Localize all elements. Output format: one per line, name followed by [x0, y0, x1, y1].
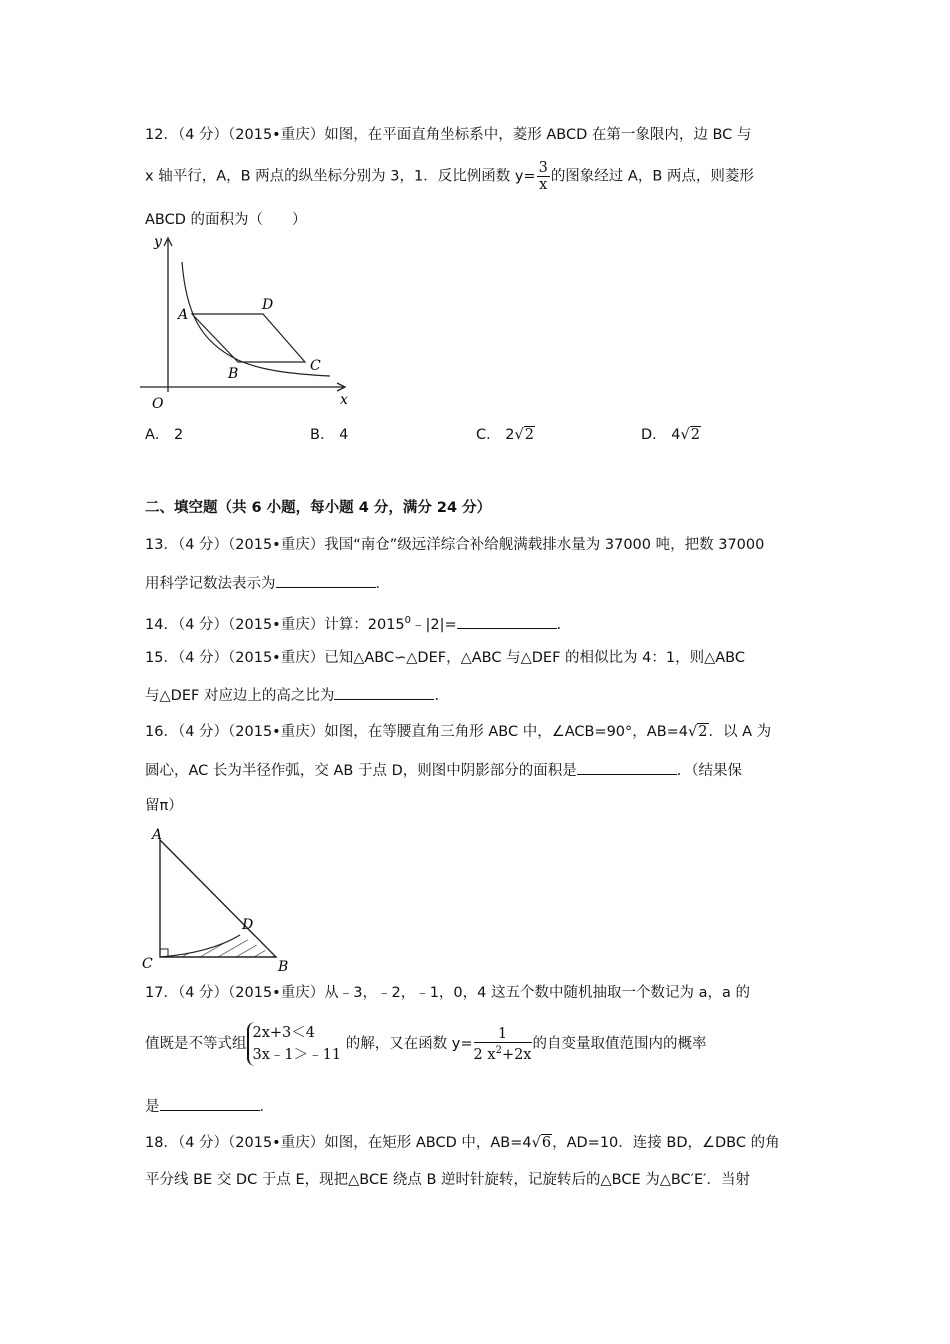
- label-x: x: [340, 392, 348, 408]
- q12-line3: ABCD 的面积为（ ）: [145, 212, 307, 228]
- q16-text-b2: ．（结果保: [676, 763, 743, 779]
- q17-line3: [145, 1096, 274, 1117]
- label-c: C: [310, 358, 321, 374]
- q17-line1: 17．（4 分）（2015•重庆）从﹣3，﹣2，﹣1，0，4 这五个数中随机抽取一个数记为 a，a 的: [145, 985, 750, 1001]
- option-radicand: 2: [690, 427, 700, 443]
- q12-line1: 12．（4 分）（2015•重庆）如图，在平面直角坐标系中，菱形 ABCD 在第一象限内，边 BC 与: [145, 127, 752, 143]
- label-d: D: [242, 917, 254, 933]
- q13-end: ．: [375, 576, 390, 592]
- rhombus-abcd: [192, 314, 305, 362]
- q18-text-a: 18．（4 分）（2015•重庆）如图，在矩形 ABCD 中，AB=4: [145, 1135, 532, 1151]
- q14-text: 14．（4 分）（2015•重庆）计算：2015: [145, 616, 405, 633]
- triangle-abc: [160, 840, 276, 957]
- option-coef: 4: [671, 427, 681, 443]
- q15-line2: [145, 685, 449, 706]
- option-coef: 2: [505, 427, 515, 443]
- q18-text-b: ，AD=10．连接 BD，∠DBC 的角: [552, 1135, 780, 1151]
- label-b: B: [228, 366, 239, 382]
- q14-line: [145, 611, 571, 635]
- q17-frac-den: [474, 1043, 532, 1063]
- q16-line3: 留π）: [145, 798, 183, 814]
- q17-text-c: 的自变量取值范围内的概率: [532, 1036, 707, 1052]
- q12-figure: [140, 232, 360, 417]
- answer-blank[interactable]: [276, 573, 376, 588]
- q15-line1: 15．（4 分）（2015•重庆）已知△ABC∽△DEF，△ABC 与△DEF 的相似比为 4：1，则△ABC: [145, 650, 745, 666]
- q12-fraction: [537, 160, 550, 193]
- hyperbola-curve: [182, 262, 330, 376]
- label-d: D: [262, 297, 274, 313]
- q17-text: 是: [145, 1099, 160, 1115]
- label-y: y: [154, 234, 162, 250]
- option-label: D．: [641, 427, 667, 443]
- q12-frac-num: 3: [538, 160, 548, 176]
- q16-figure: [140, 825, 300, 977]
- q13-line2: [145, 573, 390, 594]
- answer-blank[interactable]: [160, 1096, 260, 1111]
- q12-frac-den: x: [539, 177, 548, 193]
- answer-blank[interactable]: [334, 685, 434, 700]
- answer-blank[interactable]: [577, 760, 677, 775]
- q12-line2: [145, 160, 754, 193]
- option-label: C．: [476, 427, 501, 443]
- q12-text-b: 的图象经过 A，B 两点，则菱形: [550, 168, 754, 185]
- answer-blank[interactable]: [457, 614, 557, 629]
- q17-text-a: 值既是不等式组: [145, 1036, 247, 1052]
- q16-radicand: 2: [698, 724, 708, 740]
- label-a: A: [178, 307, 189, 323]
- den-a: 2 x: [473, 1046, 496, 1063]
- label-c: C: [142, 956, 153, 972]
- label-o: O: [152, 396, 164, 412]
- q14-exponent: 0: [404, 615, 412, 626]
- q17-frac-num: 1: [474, 1026, 532, 1043]
- q17-end: ．: [259, 1099, 274, 1115]
- q17-fraction: [474, 1026, 532, 1063]
- q16-line1: 16．（4 分）（2015•重庆）如图，在等腰直角三角形 ABC 中，∠ACB=90°，AB=4√2．以 A 为: [145, 724, 772, 740]
- inequality-2: 3x﹣1＞﹣11: [252, 1047, 342, 1063]
- q16-text-b: ．以 A 为: [708, 724, 772, 740]
- q18-radicand: 6: [541, 1135, 552, 1151]
- q18-line2: 平分线 BE 交 DC 于点 E，现把△BCE 绕点 B 逆时针旋转，记旋转后的△BCE 为△BC′E′．当射: [145, 1172, 750, 1188]
- option-value: 4: [339, 427, 349, 443]
- q15-end: ．: [434, 688, 449, 704]
- q13-line1: 13．（4 分）（2015•重庆）我国“南仓”级远洋综合补给舰满载排水量为 37000 吨，把数 37000: [145, 537, 765, 553]
- den-exp: 2: [495, 1044, 502, 1056]
- q12-option-c[interactable]: C． 2√2: [476, 427, 534, 443]
- option-radicand: 2: [524, 427, 534, 443]
- inequality-1: 2x+3＜4: [252, 1025, 316, 1041]
- option-label: B．: [310, 427, 335, 443]
- q16-text-a: 16．（4 分）（2015•重庆）如图，在等腰直角三角形 ABC 中，∠ACB=90°，AB=4: [145, 724, 689, 740]
- q12-option-b[interactable]: [310, 423, 348, 444]
- q12-text-a: x 轴平行，A，B 两点的纵坐标分别为 3，1．反比例函数 y=: [145, 168, 536, 185]
- q18-line1: 18．（4 分）（2015•重庆）如图，在矩形 ABCD 中，AB=4√6，AD=10．连接 BD，∠DBC 的角: [145, 1135, 780, 1151]
- q14-end: ．: [556, 616, 572, 633]
- inequality-system: [247, 1022, 342, 1066]
- option-label: A．: [145, 427, 170, 443]
- section-title: 二、填空题（共 6 小题，每小题 4 分，满分 24 分）: [145, 500, 492, 516]
- q17-text-b: 的解，又在函数 y=: [345, 1036, 473, 1052]
- label-b: B: [278, 959, 289, 975]
- q12-option-d[interactable]: D． 4√2: [641, 427, 700, 443]
- q14-rest: ﹣|2|=: [411, 616, 457, 633]
- q12-option-a[interactable]: [145, 423, 183, 444]
- q15-text: 与△DEF 对应边上的高之比为: [145, 688, 335, 704]
- q16-line2: [145, 760, 742, 781]
- label-a: A: [152, 827, 163, 843]
- q17-line2: [145, 1022, 707, 1066]
- den-b: +2x: [501, 1046, 532, 1063]
- q16-text-a2: 圆心，AC 长为半径作弧，交 AB 于点 D，则图中阴影部分的面积是: [145, 763, 577, 779]
- option-value: 2: [174, 427, 184, 443]
- q13-text: 用科学记数法表示为: [145, 576, 276, 592]
